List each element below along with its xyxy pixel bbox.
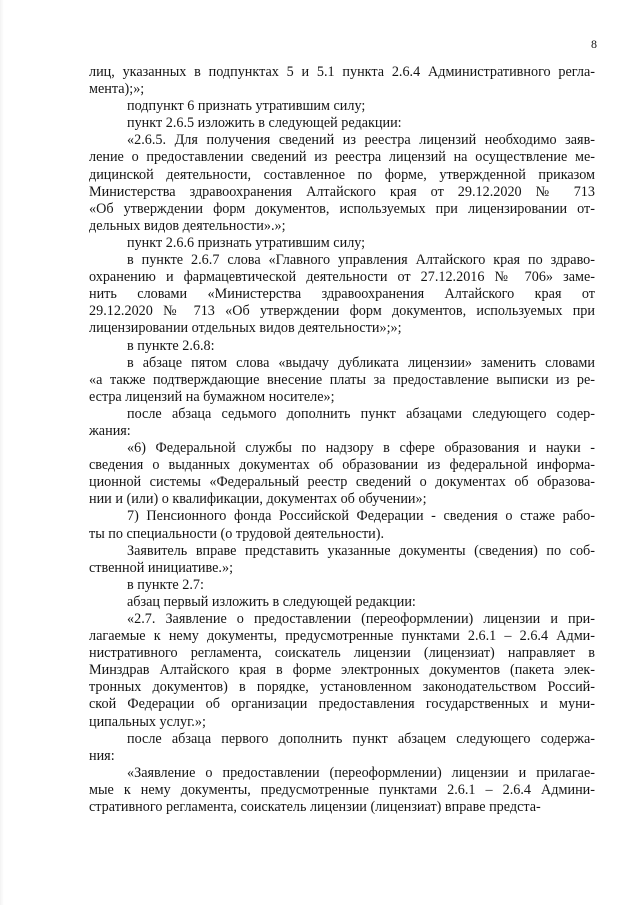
text-line: Министерства здравоохранения Алтайского края от 29.12.2020 № 713	[89, 183, 595, 200]
paragraph	[89, 98, 595, 115]
text-line: охранению и фармацевтической деятельности от 27.12.2016 № 706» заме-	[89, 269, 595, 286]
paragraph	[89, 611, 595, 731]
text-line: мента);»;	[89, 81, 145, 98]
paragraph	[89, 338, 595, 355]
paragraph	[89, 406, 595, 440]
paragraph	[89, 64, 595, 98]
text-line: дельных видов деятельности».»;	[89, 217, 286, 234]
text-line: ния:	[89, 747, 115, 764]
paragraph	[89, 355, 595, 406]
text-line: Минздрав Алтайского края в форме электронных документов (пакета элек-	[89, 662, 595, 679]
text-line: в пункте 2.6.8:	[127, 337, 215, 354]
text-line: тронных документов) в порядке, установленном законодательством Россий-	[89, 679, 595, 696]
text-line: в абзаце пятом слова «выдачу дубликата лицензии» заменить словами	[127, 354, 595, 371]
text-line: ление о предоставлении сведений из реестра лицензий на осуществление ме-	[89, 149, 595, 166]
page-number: 8	[591, 37, 597, 51]
paragraph	[89, 235, 595, 252]
text-line: «а также подтверждающие внесение платы за предоставление выписки из ре-	[89, 371, 595, 388]
text-line: лиц, указанных в подпунктах 5 и 5.1 пункта 2.6.4 Административного регла-	[89, 64, 595, 80]
text-line: нистративного регламента, соискатель лицензии (лицензиат) направляет в	[89, 645, 595, 662]
paragraph	[89, 508, 595, 542]
text-line: естра лицензий на бумажном носителе»;	[89, 388, 335, 405]
paragraph	[89, 115, 595, 132]
text-line: стративного регламента, соискатель лицензии (лицензиат) вправе предста-	[89, 799, 541, 816]
text-line: мые к нему документы, предусмотренные пунктами 2.6.1 – 2.6.4 Админи-	[89, 781, 595, 798]
text-line: лагаемые к нему документы, предусмотренные пунктами 2.6.1 – 2.6.4 Адми-	[89, 628, 595, 645]
text-line: после абзаца седьмого дополнить пункт абзацами следующего содер-	[127, 405, 595, 422]
text-line: ской Федерации об организации предоставления государственных и муни-	[89, 696, 595, 713]
text-line: в пункте 2.6.7 слова «Главного управления Алтайского края по здраво-	[127, 252, 595, 269]
text-line: ственной инициативе.»;	[89, 559, 234, 576]
text-line: Заявитель вправе представить указанные документы (сведения) по соб-	[127, 542, 595, 559]
text-line: ципальных услуг.»;	[89, 713, 206, 730]
text-line: дицинской деятельности, составленное по форме, утвержденной приказом	[89, 166, 595, 183]
text-line: 7) Пенсионного фонда Российской Федерации - сведения о стаже рабо-	[127, 508, 595, 525]
paragraph	[89, 765, 595, 816]
paragraph	[89, 440, 595, 508]
text-line: подпункт 6 признать утратившим силу;	[127, 98, 366, 115]
text-line: ционной системы «Федеральный реестр сведений о документах об образова-	[89, 474, 595, 491]
text-line: нить словами «Министерства здравоохранения Алтайского края от	[89, 286, 595, 303]
text-line: лицензировании отдельных видов деятельности»;»;	[89, 320, 402, 337]
text-line: «2.7. Заявление о предоставлении (переоформлении) лицензии и при-	[127, 611, 595, 627]
paragraph	[89, 132, 595, 235]
paragraph	[89, 731, 595, 765]
text-line: «Об утверждении форм документов, используемых при лицензировании от-	[89, 200, 595, 217]
text-line: жания:	[89, 422, 131, 439]
text-line: пункт 2.6.6 признать утратившим силу;	[127, 234, 366, 251]
paragraph	[89, 543, 595, 577]
text-line: в пункте 2.7:	[127, 576, 204, 593]
paragraph	[89, 252, 595, 337]
paragraph	[89, 577, 595, 594]
text-line: абзац первый изложить в следующей редакции:	[127, 593, 416, 610]
scan-edge	[0, 0, 4, 905]
text-line: нии и (или) о квалификации, документах об обучении»;	[89, 491, 427, 508]
text-line: после абзаца первого дополнить пункт абзацем следующего содержа-	[127, 730, 595, 747]
text-line: 29.12.2020 № 713 «Об утверждении форм документов, используемых при	[89, 303, 595, 320]
text-line: сведения о выданных документах об образовании из федеральной информа-	[89, 457, 595, 474]
document-body	[89, 64, 595, 816]
text-line: «6) Федеральной службы по надзору в сфере образования и науки -	[127, 440, 595, 457]
text-line: «2.6.5. Для получения сведений из реестра лицензий необходимо заяв-	[127, 132, 595, 149]
paragraph	[89, 594, 595, 611]
text-line: ты по специальности (о трудовой деятельности).	[89, 525, 385, 542]
text-line: пункт 2.6.5 изложить в следующей редакции:	[127, 115, 402, 132]
text-line: «Заявление о предоставлении (переоформлении) лицензии и прилагае-	[127, 764, 595, 781]
